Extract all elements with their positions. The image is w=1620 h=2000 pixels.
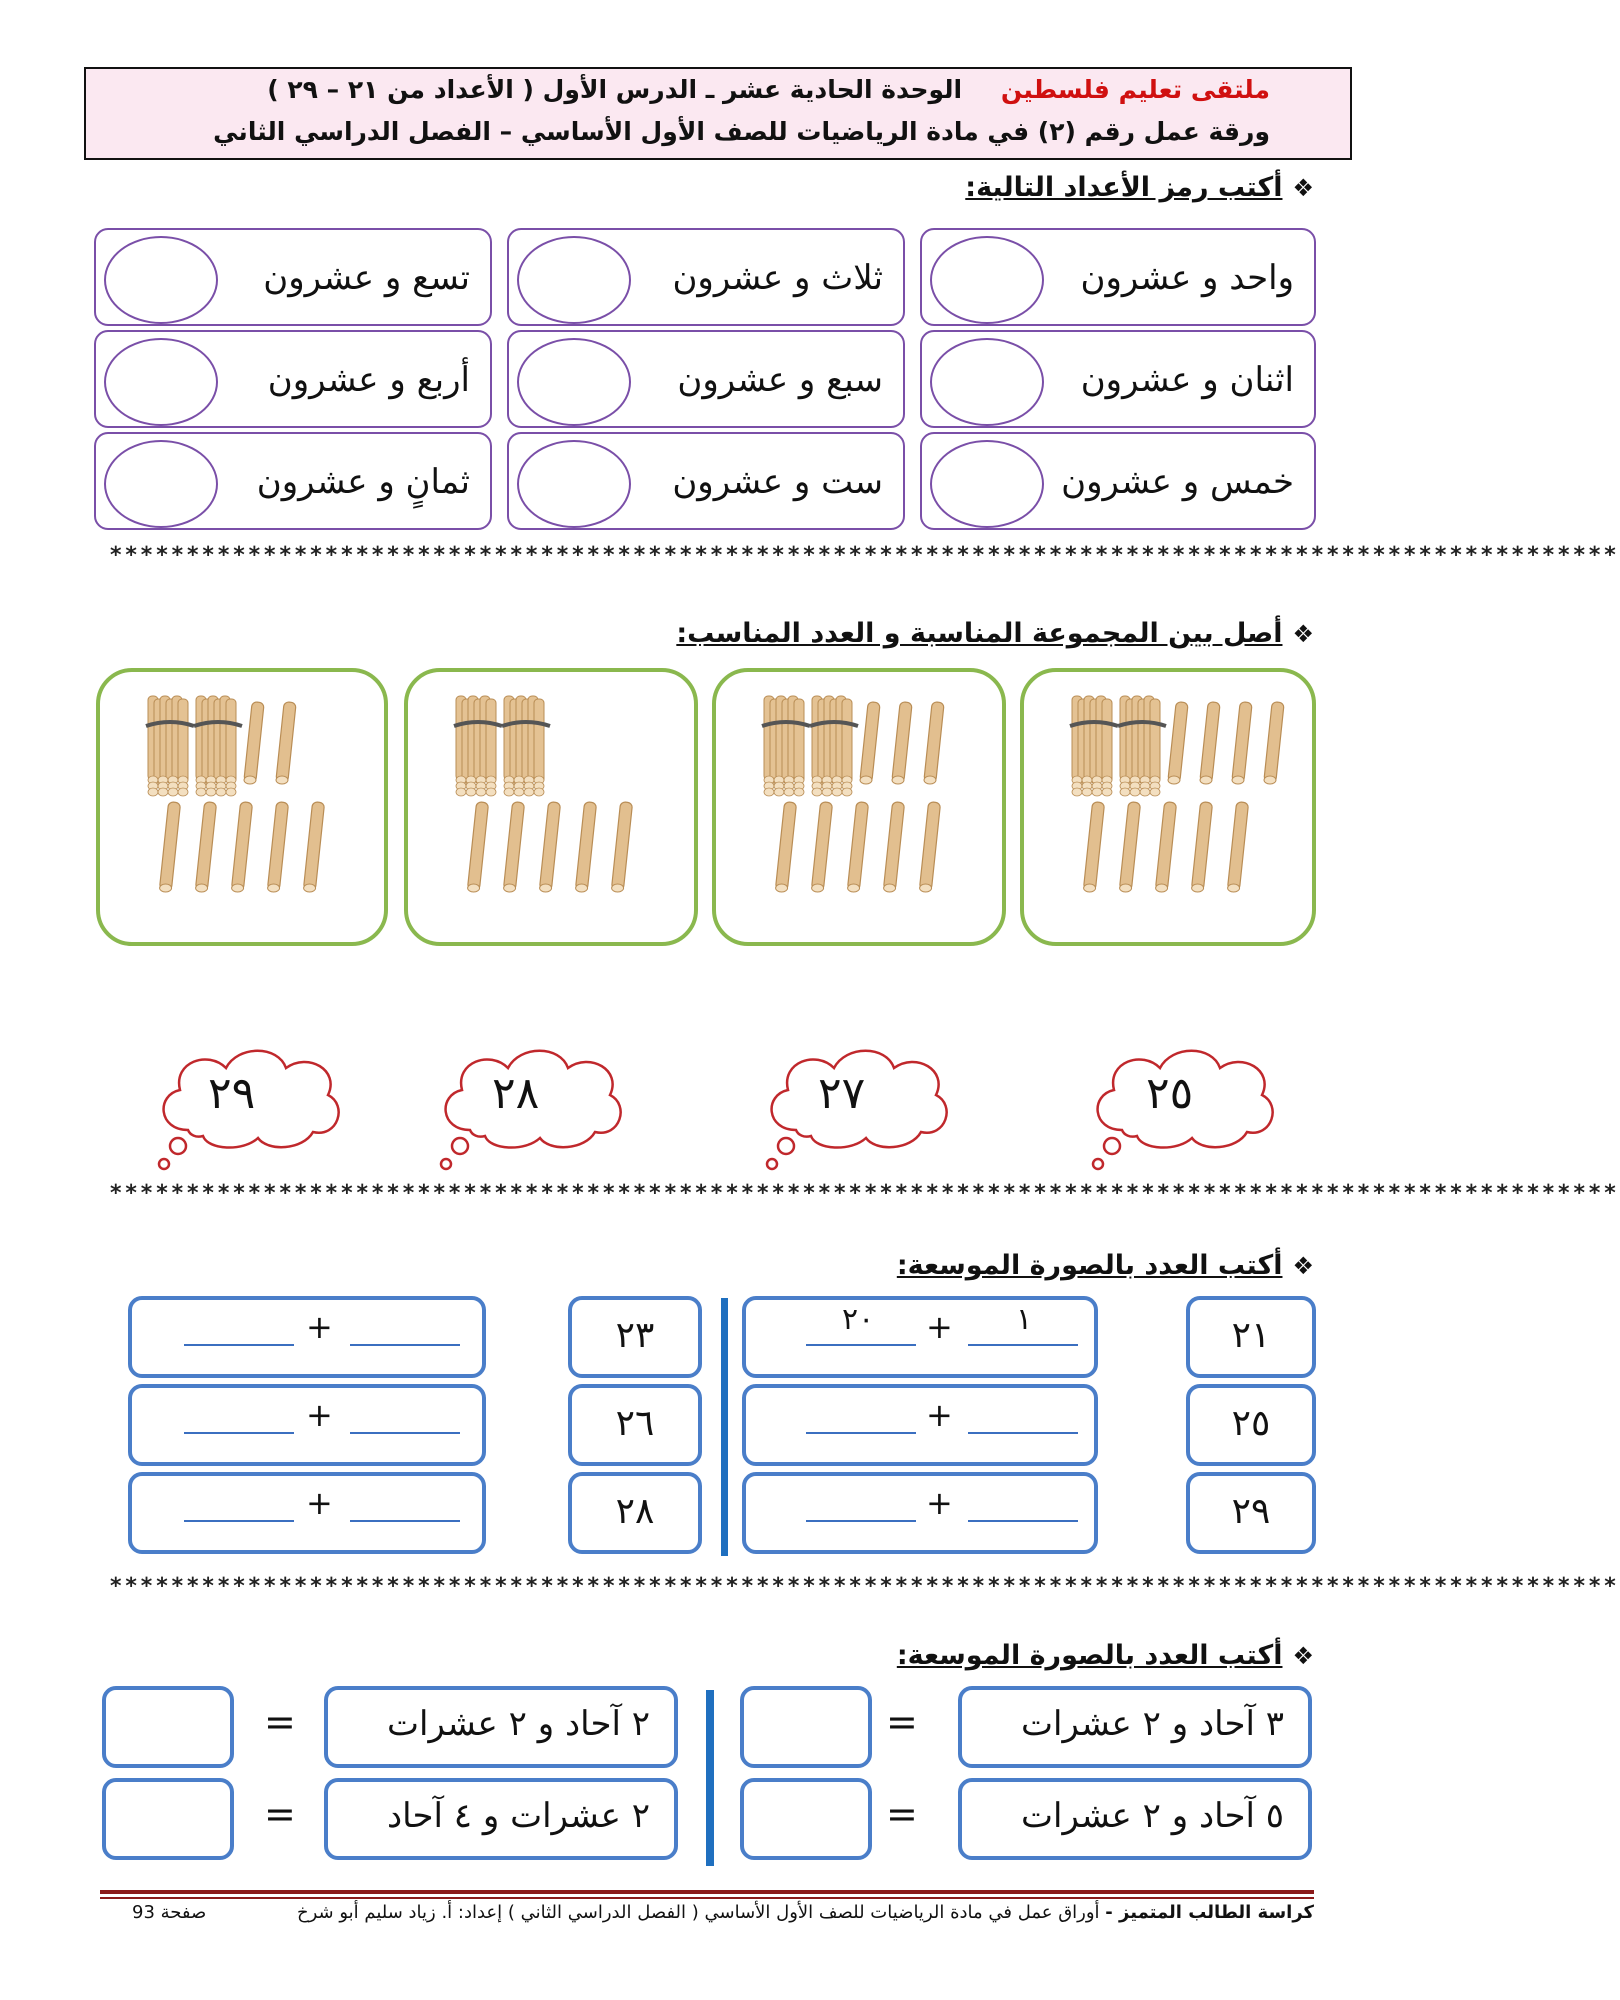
cloud-bubble bbox=[767, 1159, 777, 1169]
column-divider bbox=[721, 1298, 728, 1556]
cloud-bubble bbox=[452, 1138, 468, 1154]
answer-oval[interactable] bbox=[104, 236, 218, 324]
ten-stick-bundle bbox=[1070, 696, 1118, 796]
organization-name: ملتقى تعليم فلسطين bbox=[1000, 75, 1270, 104]
sticks-group-box[interactable] bbox=[1020, 668, 1316, 946]
single-stick bbox=[267, 802, 288, 892]
word-box bbox=[94, 330, 492, 428]
ten-stick-bundle bbox=[146, 696, 194, 796]
diamond-bullet-icon: ❖ bbox=[1292, 620, 1314, 648]
sticks-group-box[interactable] bbox=[712, 668, 1006, 946]
answer-oval[interactable] bbox=[104, 338, 218, 426]
answer-box[interactable] bbox=[102, 1686, 234, 1768]
single-stick bbox=[1168, 702, 1188, 784]
plus-sign: + bbox=[926, 1484, 953, 1522]
ones-blank[interactable] bbox=[968, 1432, 1078, 1434]
single-stick bbox=[1200, 702, 1220, 784]
single-stick bbox=[611, 802, 632, 892]
equals-sign: = bbox=[886, 1700, 918, 1744]
phrase-text: ٢ آحاد و ٢ عشرات bbox=[387, 1704, 650, 1744]
ten-stick-bundle bbox=[194, 696, 242, 796]
tens-blank[interactable] bbox=[806, 1344, 916, 1346]
cloud-number: ٢٧ bbox=[818, 1068, 866, 1119]
tens-blank[interactable] bbox=[184, 1520, 294, 1522]
single-stick bbox=[1191, 802, 1212, 892]
cloud-number: ٢٥ bbox=[1146, 1068, 1194, 1119]
unit-title: الوحدة الحادية عشر ـ الدرس الأول ( الأعداد من ٢١ – ٢٩ ) bbox=[267, 75, 963, 104]
single-stick bbox=[303, 802, 324, 892]
ten-stick-bundle bbox=[502, 696, 550, 796]
page-number: صفحة 93 bbox=[132, 1902, 207, 1923]
word-box bbox=[920, 432, 1316, 530]
worksheet-title: ورقة عمل رقم (٢) في مادة الرياضيات للصف الأول الأساسي – الفصل الدراسي الثاني bbox=[213, 117, 1270, 146]
answer-oval[interactable] bbox=[104, 440, 218, 528]
single-stick bbox=[1264, 702, 1284, 784]
word-box bbox=[507, 432, 905, 530]
plus-sign: + bbox=[926, 1308, 953, 1346]
number-word: اثنان و عشرون bbox=[1080, 360, 1294, 400]
section1-title: ❖أكتب رمز الأعداد التالية: bbox=[965, 172, 1314, 203]
sticks-group-box[interactable] bbox=[404, 668, 698, 946]
number-word: واحد و عشرون bbox=[1080, 258, 1294, 298]
cloud-bubble bbox=[159, 1159, 169, 1169]
cloud-bubble bbox=[778, 1138, 794, 1154]
answer-oval[interactable] bbox=[517, 236, 631, 324]
single-stick bbox=[1232, 702, 1252, 784]
number-box: ٢٣ bbox=[568, 1296, 702, 1378]
ten-stick-bundle bbox=[1118, 696, 1166, 796]
single-stick bbox=[276, 702, 296, 784]
sticks-group-svg bbox=[1024, 672, 1312, 942]
expansion-box[interactable] bbox=[128, 1472, 486, 1554]
phrase-text: ٥ آحاد و ٢ عشرات bbox=[1021, 1796, 1284, 1836]
number-word: سبع و عشرون bbox=[677, 360, 883, 400]
single-stick bbox=[811, 802, 832, 892]
cloud-number: ٢٩ bbox=[208, 1068, 256, 1119]
single-stick bbox=[775, 802, 796, 892]
plus-sign: + bbox=[306, 1396, 333, 1434]
equals-sign: = bbox=[886, 1792, 918, 1836]
footer-brand: كراسة الطالب المتميز - bbox=[1105, 1902, 1314, 1923]
section2-title: ❖أصل بين المجموعة المناسبة و العدد المناسب: bbox=[676, 618, 1314, 649]
star-separator: ************************************************************************************************** bbox=[110, 1181, 1620, 1206]
single-stick bbox=[892, 702, 912, 784]
ten-stick-bundle bbox=[762, 696, 810, 796]
ones-blank[interactable] bbox=[350, 1344, 460, 1346]
diamond-bullet-icon: ❖ bbox=[1292, 1252, 1314, 1280]
answer-oval[interactable] bbox=[517, 338, 631, 426]
expansion-box[interactable] bbox=[742, 1384, 1098, 1466]
column-divider bbox=[706, 1690, 714, 1866]
number-word: خمس و عشرون bbox=[1061, 462, 1294, 502]
answer-oval[interactable] bbox=[930, 338, 1044, 426]
header-line-1 bbox=[267, 75, 1270, 104]
cloud-bubble bbox=[441, 1159, 451, 1169]
tens-blank[interactable] bbox=[184, 1344, 294, 1346]
footer-rule bbox=[100, 1897, 1314, 1899]
ones-blank[interactable] bbox=[350, 1520, 460, 1522]
ten-stick-bundle bbox=[454, 696, 502, 796]
answer-oval[interactable] bbox=[930, 236, 1044, 324]
answer-oval[interactable] bbox=[517, 440, 631, 528]
plus-sign: + bbox=[306, 1308, 333, 1346]
single-stick bbox=[1083, 802, 1104, 892]
star-separator: ************************************************************************************************** bbox=[110, 1574, 1620, 1599]
answer-box[interactable] bbox=[102, 1778, 234, 1860]
ones-blank[interactable] bbox=[968, 1520, 1078, 1522]
word-box bbox=[920, 330, 1316, 428]
phrase-box bbox=[324, 1686, 678, 1768]
word-box bbox=[94, 228, 492, 326]
sticks-group-svg bbox=[408, 672, 694, 942]
section4-title: ❖أكتب العدد بالصورة الموسعة: bbox=[896, 1640, 1314, 1671]
single-stick bbox=[467, 802, 488, 892]
word-box bbox=[507, 228, 905, 326]
sticks-group-svg bbox=[716, 672, 1002, 942]
single-stick bbox=[539, 802, 560, 892]
ones-blank[interactable] bbox=[350, 1432, 460, 1434]
cloud-bubble bbox=[170, 1138, 186, 1154]
cloud-bubble bbox=[1104, 1138, 1120, 1154]
phrase-box bbox=[958, 1686, 1312, 1768]
single-stick bbox=[575, 802, 596, 892]
sticks-group-svg bbox=[100, 672, 384, 942]
number-box: ٢٨ bbox=[568, 1472, 702, 1554]
worksheet-header bbox=[84, 67, 1352, 160]
word-box bbox=[507, 330, 905, 428]
plus-sign: + bbox=[306, 1484, 333, 1522]
expansion-box[interactable] bbox=[742, 1296, 1098, 1378]
single-stick bbox=[860, 702, 880, 784]
number-box: ٢٥ bbox=[1186, 1384, 1316, 1466]
number-box: ٢٩ bbox=[1186, 1472, 1316, 1554]
star-separator: ************************************************************************************************** bbox=[110, 543, 1620, 568]
single-stick bbox=[919, 802, 940, 892]
expansion-box[interactable] bbox=[128, 1384, 486, 1466]
diamond-bullet-icon: ❖ bbox=[1292, 174, 1314, 202]
diamond-bullet-icon: ❖ bbox=[1292, 1642, 1314, 1670]
phrase-box bbox=[958, 1778, 1312, 1860]
equals-sign: = bbox=[264, 1792, 296, 1836]
expansion-box[interactable] bbox=[128, 1296, 486, 1378]
single-stick bbox=[503, 802, 524, 892]
number-word: ست و عشرون bbox=[672, 462, 883, 502]
section3-title: ❖أكتب العدد بالصورة الموسعة: bbox=[896, 1250, 1314, 1281]
tens-blank[interactable] bbox=[184, 1432, 294, 1434]
number-box: ٢٦ bbox=[568, 1384, 702, 1466]
cloud-number: ٢٨ bbox=[492, 1068, 540, 1119]
word-box bbox=[920, 228, 1316, 326]
single-stick bbox=[244, 702, 264, 784]
single-stick bbox=[924, 702, 944, 784]
ten-stick-bundle bbox=[810, 696, 858, 796]
tens-blank[interactable] bbox=[806, 1520, 916, 1522]
word-box bbox=[94, 432, 492, 530]
single-stick bbox=[883, 802, 904, 892]
answer-box[interactable] bbox=[740, 1686, 872, 1768]
number-word: أربع و عشرون bbox=[267, 360, 470, 400]
phrase-text: ٢ عشرات و ٤ آحاد bbox=[387, 1796, 650, 1836]
cloud-bubble bbox=[1093, 1159, 1103, 1169]
single-stick bbox=[1227, 802, 1248, 892]
single-stick bbox=[1155, 802, 1176, 892]
ones-blank[interactable] bbox=[968, 1344, 1078, 1346]
single-stick bbox=[1119, 802, 1140, 892]
answer-oval[interactable] bbox=[930, 440, 1044, 528]
phrase-box bbox=[324, 1778, 678, 1860]
number-word: تسع و عشرون bbox=[263, 258, 470, 298]
number-box: ٢١ bbox=[1186, 1296, 1316, 1378]
plus-sign: + bbox=[926, 1396, 953, 1434]
tens-blank[interactable] bbox=[806, 1432, 916, 1434]
single-stick bbox=[847, 802, 868, 892]
footer-rule bbox=[100, 1890, 1314, 1894]
single-stick bbox=[195, 802, 216, 892]
equals-sign: = bbox=[264, 1700, 296, 1744]
single-stick bbox=[231, 802, 252, 892]
number-word: ثلاث و عشرون bbox=[672, 258, 883, 298]
answer-box[interactable] bbox=[740, 1778, 872, 1860]
example-ones: ١ bbox=[1016, 1302, 1033, 1337]
footer-description: أوراق عمل في مادة الرياضيات للصف الأول الأساسي ( الفصل الدراسي الثاني ) إعداد: أ. زياد سليم أبو شرخ bbox=[296, 1902, 1106, 1923]
expansion-box[interactable] bbox=[742, 1472, 1098, 1554]
example-tens: ٢٠ bbox=[842, 1302, 875, 1337]
single-stick bbox=[159, 802, 180, 892]
sticks-group-box[interactable] bbox=[96, 668, 388, 946]
footer-credit bbox=[100, 1902, 1314, 1923]
phrase-text: ٣ آحاد و ٢ عشرات bbox=[1021, 1704, 1284, 1744]
number-word: ثمانٍ و عشرون bbox=[256, 462, 470, 502]
